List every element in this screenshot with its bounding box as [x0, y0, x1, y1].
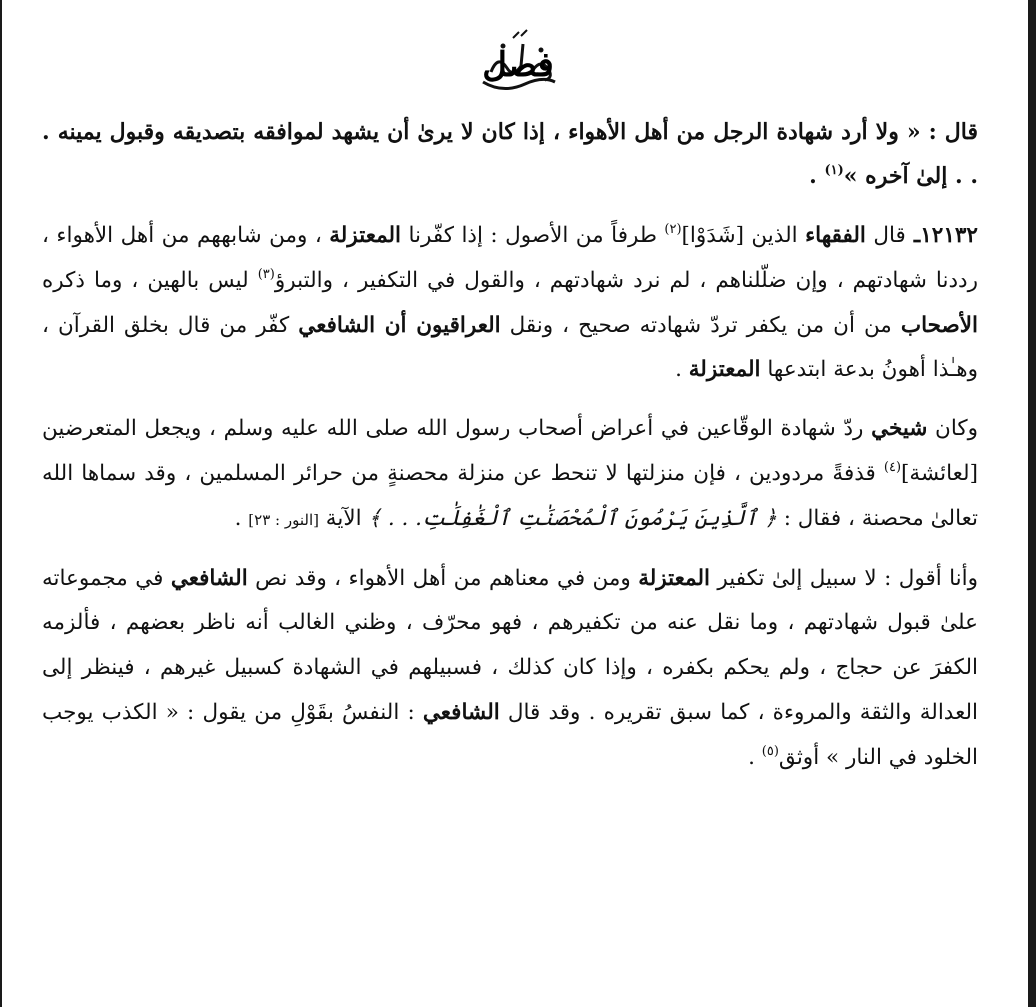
bold-term: الأصحاب [900, 312, 979, 338]
bold-term: الشافعي [422, 699, 500, 725]
text-run: ، ومن شابههم من أهل الأهواء ، رددنا شهادتهم ، وإن ضلّلناهم ، لم نرد شهادتهم ، والقول في التكفير ، والتبرؤ [42, 223, 978, 293]
bold-term: العراقيون أن الشافعي [298, 312, 501, 338]
paragraph-1 [42, 110, 978, 198]
text-run: . [809, 163, 825, 189]
bold-term: الشافعي [170, 565, 248, 591]
text-run: قذفةً مردودين ، فإن منزلتها لا تنحط عن منزلة محصنةٍ من حرائر المسلمين ، وقد سماها الله تعالىٰ محصنة ، فقال : [42, 460, 978, 531]
text-run: الآية [318, 505, 369, 531]
calligraphy-heading [463, 24, 573, 100]
section-heading [0, 24, 1036, 104]
bold-term: الفقهاء [805, 223, 866, 248]
bold-term: شيخي [871, 416, 928, 442]
text-run: ومن في معناهم من أهل الأهواء ، وقد نص [247, 565, 639, 591]
paragraph-2 [42, 214, 978, 393]
footnote-marker: (٤) [883, 459, 902, 475]
text-run: . [748, 744, 762, 770]
footnote-marker: (١) [824, 163, 844, 178]
text-run: : النفسُ بقَوْلِ من يقول : « الكذب يوجب الخلود في النار » أوثق [42, 699, 978, 770]
quran-quote: ﴿ ٱلَّذِينَ يَرْمُونَ ٱلْمُحْصَنَٰتِ ٱلْغَٰفِلَٰتِ. . . ﴾ [368, 505, 777, 531]
heading-title: فصل [482, 45, 554, 85]
text-run: قال [865, 223, 906, 248]
verse-reference: [النور : ٢٣] [248, 510, 319, 529]
left-border [0, 0, 2, 1007]
paragraph-3 [42, 407, 978, 542]
bold-term: المعتزلة [688, 357, 761, 383]
text-run: . [675, 357, 689, 383]
text-run: الذين [شَدَوْا] [681, 223, 806, 248]
text-run: كفّر من قال بخلق القرآن ، وهـٰذا أهونُ بدعة ابتدعها [42, 312, 978, 383]
text-run: في مجموعاته علىٰ قبول شهادتهم ، وما نقل عنه من تكفيرهم ، فهو محرّف ، وظني الغالب أنه ناظر بعضهم ، فألزمه الكفرَ عن حجاج ، ولم يحكم بكفره ، وإذا كان كذلك ، فسبيلهم في الشهادة كسبيل غيرهم ، فينظر إلى العدالة والثقة والمروءة ، كما سبق تقريره . وقد قال [42, 565, 978, 725]
right-border [1028, 0, 1036, 1007]
footnote-marker: (٣) [257, 266, 275, 282]
footnote-marker: (٢) [664, 222, 682, 237]
text-run: . [234, 505, 249, 531]
footnote-marker: (٥) [761, 743, 779, 759]
paragraph-4 [42, 557, 978, 781]
text-run: وأنا أقول : لا سبيل إلىٰ تكفير [709, 565, 979, 591]
text-run: وكان [927, 416, 978, 442]
text-run: طرفاً من الأصول : إذا كفّرنا [401, 223, 665, 248]
text-run: ردّ شهادة الوقّاعين في أعراض أصحاب رسول الله صلى الله عليه وسلم ، ويجعل المتعرضين [لعائشة] [42, 416, 978, 486]
text-run: من أن من يكفر تردّ شهادته صحيح ، ونقل [500, 312, 901, 338]
document-body [42, 110, 978, 795]
text-run: قال : « ولا أرد شهادة الرجل من أهل الأهواء ، إذا كان لا يرىٰ أن يشهد لموافقه بتصديقه وقبول يمينه . . . إلىٰ آخره » [42, 119, 978, 189]
text-run: ليس بالهين ، وما ذكره [42, 267, 258, 293]
bold-term: المعتزلة [638, 565, 710, 591]
bold-term: المعتزلة [329, 223, 402, 248]
bold-term: ١٢١٣٢ـ [905, 223, 978, 248]
